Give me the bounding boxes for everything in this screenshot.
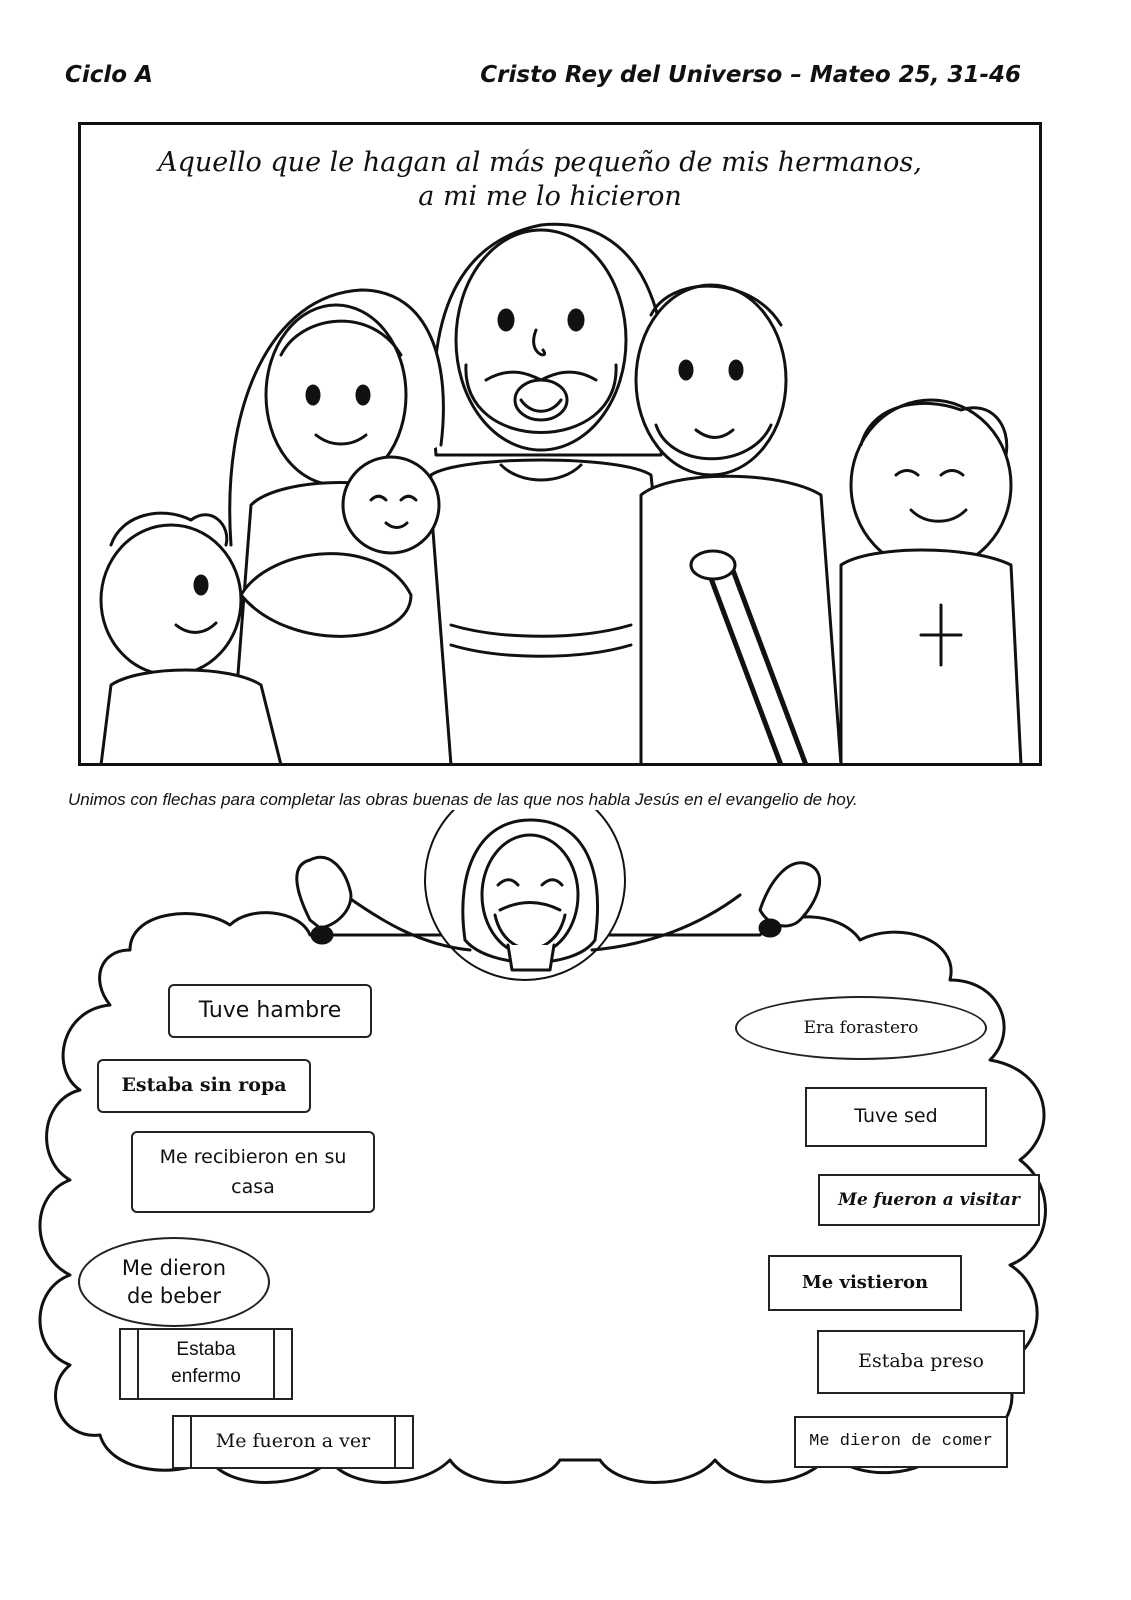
quote-line-2: a mi me lo hicieron — [418, 181, 682, 212]
boy-right-figure — [841, 400, 1021, 763]
work-box[interactable]: Tuve hambre — [168, 984, 372, 1038]
man-with-crutch-figure — [636, 285, 841, 763]
cycle-label: Ciclo A — [65, 62, 153, 88]
work-box[interactable]: Me recibieron en su casa — [131, 1131, 375, 1213]
work-box[interactable]: Estaba enfermo — [119, 1328, 293, 1400]
work-box[interactable]: Me fueron a ver — [172, 1415, 414, 1469]
scene-illustration-frame — [78, 122, 1042, 766]
work-box[interactable]: Era forastero — [735, 996, 987, 1060]
work-box[interactable]: Me fueron a visitar — [818, 1174, 1040, 1226]
work-box[interactable]: Me dieron de comer — [794, 1416, 1008, 1468]
work-box[interactable]: Estaba sin ropa — [97, 1059, 311, 1113]
gospel-title: Cristo Rey del Universo – Mateo 25, 31-46 — [480, 62, 1021, 88]
activity-instruction: Unimos con flechas para completar las obras buenas de las que nos habla Jesús en el evangelio de hoy. — [68, 790, 858, 809]
work-box[interactable]: Me dieron de beber — [78, 1237, 270, 1327]
work-box[interactable]: Estaba preso — [817, 1330, 1025, 1394]
quote-line-1: Aquello que le hagan al más pequeño de mis hermanos, — [158, 147, 922, 178]
work-box[interactable]: Me vistieron — [768, 1255, 962, 1311]
jesus-with-people-illustration — [81, 125, 1039, 763]
work-box[interactable]: Tuve sed — [805, 1087, 987, 1147]
